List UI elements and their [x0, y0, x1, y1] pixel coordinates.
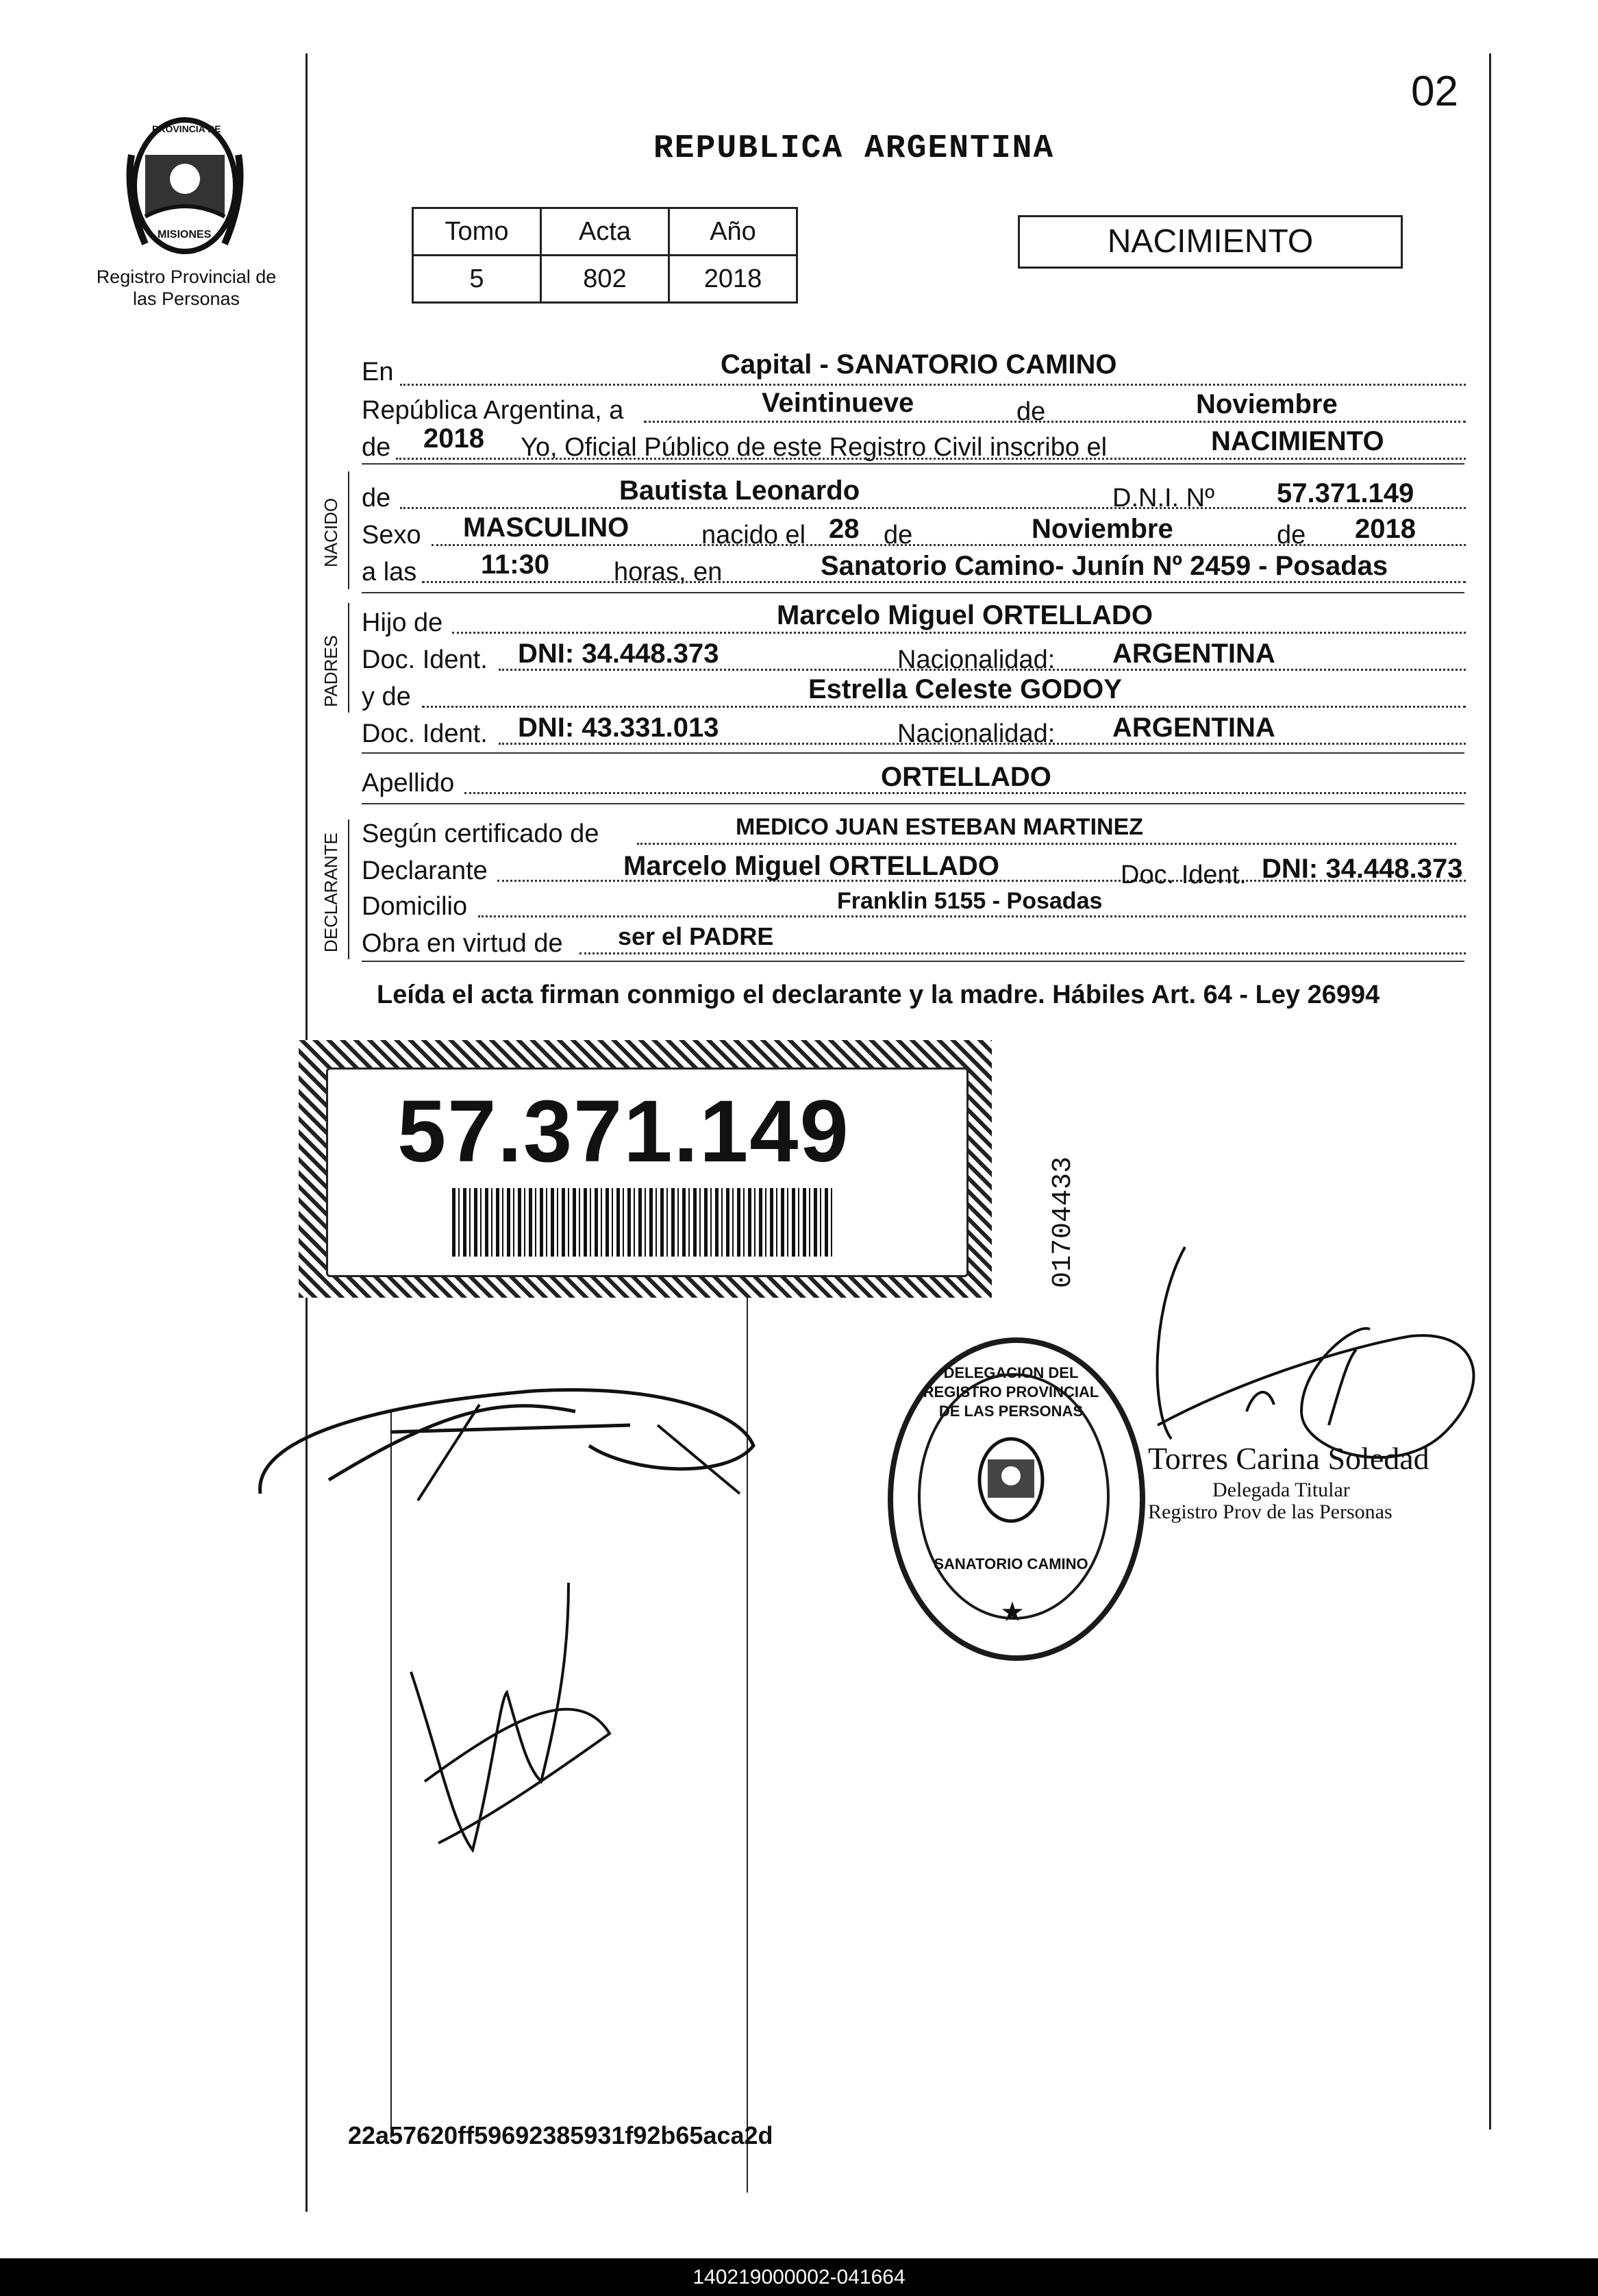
province-logo — [118, 114, 252, 258]
record-table — [412, 207, 798, 304]
closing-text: Leída el acta firman conmigo el declarante y la madre. Hábiles Art. 64 - Ley 26994 — [377, 980, 1380, 1009]
header-tomo: Tomo — [413, 208, 541, 256]
official-office: Registro Prov de las Personas — [1148, 1501, 1393, 1523]
section-padres: PADRES — [321, 635, 341, 707]
record-type: NACIMIENTO — [1018, 215, 1403, 269]
stamp-outer-text: DELEGACION DEL REGISTRO PROVINCIAL DE LAS PERSONAS — [923, 1364, 1099, 1420]
label-doc-madre: Doc. Ident. — [362, 719, 488, 748]
label-apellido: Apellido — [362, 769, 455, 798]
value-madre-nac: ARGENTINA — [1112, 713, 1275, 743]
label-republica: República Argentina, a — [362, 396, 624, 425]
value-acta: 802 — [541, 256, 669, 303]
label-hijo-de: Hijo de — [362, 608, 443, 637]
label-a-las: a las — [362, 558, 417, 587]
declarant-signature — [247, 1363, 781, 1514]
label-nac-padre: Nacionalidad: — [897, 645, 1056, 674]
value-dia: Veintinueve — [762, 388, 914, 418]
value-padre: Marcelo Miguel ORTELLADO — [777, 600, 1153, 630]
dni-label-number: 57.371.149 — [397, 1083, 850, 1181]
label-nac-madre: Nacionalidad: — [897, 719, 1056, 748]
mother-signature — [397, 1562, 616, 1864]
value-padre-doc: DNI: 34.448.373 — [518, 639, 719, 669]
footer-code: 140219000002-041664 — [0, 2258, 1598, 2296]
value-hora: 11:30 — [481, 550, 550, 580]
label-y-de: y de — [362, 682, 411, 711]
document-title: REPUBLICA ARGENTINA — [653, 130, 1055, 167]
value-lugar-nac: Sanatorio Camino- Junín Nº 2459 - Posadas — [821, 551, 1388, 581]
label-domicilio: Domicilio — [362, 892, 468, 921]
dni-barcode — [452, 1188, 836, 1257]
value-obra: ser el PADRE — [618, 922, 774, 950]
official-name: Torres Carina Soledad — [1148, 1441, 1430, 1476]
value-acto: NACIMIENTO — [1211, 426, 1384, 456]
label-declarante: Declarante — [362, 856, 488, 885]
value-nac-dia: 28 — [829, 514, 860, 544]
serial-number: 01704433 — [1048, 1156, 1079, 1288]
label-en: En — [362, 358, 394, 386]
value-sexo: MASCULINO — [463, 513, 629, 543]
logo-text-top: PROVINCIA DE — [152, 123, 221, 134]
value-declarante-doc: DNI: 34.448.373 — [1262, 854, 1463, 884]
label-doc-declarante: Doc. Ident. — [1121, 861, 1247, 889]
value-domicilio: Franklin 5155 - Posadas — [837, 888, 1103, 914]
label-sexo: Sexo — [362, 521, 421, 550]
stamp-inner-text: SANATORIO CAMINO — [934, 1555, 1088, 1572]
stamp-emblem — [973, 1432, 1049, 1528]
value-lugar: Capital - SANATORIO CAMINO — [721, 349, 1117, 380]
label-dni: D.N.I. Nº — [1112, 484, 1214, 513]
value-tomo: 5 — [413, 256, 541, 303]
label-yo: Yo, Oficial Público de este Registro Civil inscribo el — [521, 433, 1108, 462]
value-declarante: Marcelo Miguel ORTELLADO — [623, 851, 999, 881]
value-dni: 57.371.149 — [1277, 478, 1414, 508]
value-nac-mes: Noviembre — [1032, 514, 1173, 544]
logo-text-bottom: MISIONES — [158, 229, 212, 240]
value-madre-doc: DNI: 43.331.013 — [518, 713, 719, 743]
header-anio: Año — [669, 208, 797, 256]
value-padre-nac: ARGENTINA — [1112, 639, 1275, 669]
label-obra: Obra en virtud de — [362, 929, 563, 958]
label-horas-en: horas, en — [614, 558, 723, 587]
value-nombre: Bautista Leonardo — [619, 476, 860, 506]
official-title: Delegada Titular — [1212, 1479, 1350, 1501]
value-mes: Noviembre — [1196, 389, 1338, 419]
label-nacido-el: nacido el — [701, 521, 806, 550]
section-declarante: DECLARANTE — [321, 832, 341, 952]
value-certificado: MEDICO JUAN ESTEBAN MARTINEZ — [736, 814, 1144, 840]
label-de-nombre: de — [362, 484, 391, 513]
label-segun: Según certificado de — [362, 819, 599, 848]
label-de-nac-mes: de — [884, 521, 913, 550]
value-nac-anio: 2018 — [1355, 514, 1416, 544]
value-anio: 2018 — [669, 256, 797, 303]
value-apellido: ORTELLADO — [881, 762, 1051, 792]
section-nacido: NACIDO — [321, 497, 341, 567]
label-de-nac-anio: de — [1277, 521, 1306, 550]
label-doc-padre: Doc. Ident. — [362, 645, 488, 674]
document-hash: 22a57620ff59692385931f92b65aca2d — [348, 2121, 773, 2149]
header-acta: Acta — [541, 208, 669, 256]
registry-name: Registro Provincial de las Personas — [96, 267, 277, 309]
label-de-mes: de — [1016, 397, 1046, 426]
label-de-anio: de — [362, 433, 391, 462]
page-number: 02 — [1411, 68, 1458, 115]
value-madre: Estrella Celeste GODOY — [808, 674, 1122, 704]
value-anio: 2018 — [423, 423, 484, 454]
stamp-star-icon: ★ — [1000, 1597, 1025, 1627]
